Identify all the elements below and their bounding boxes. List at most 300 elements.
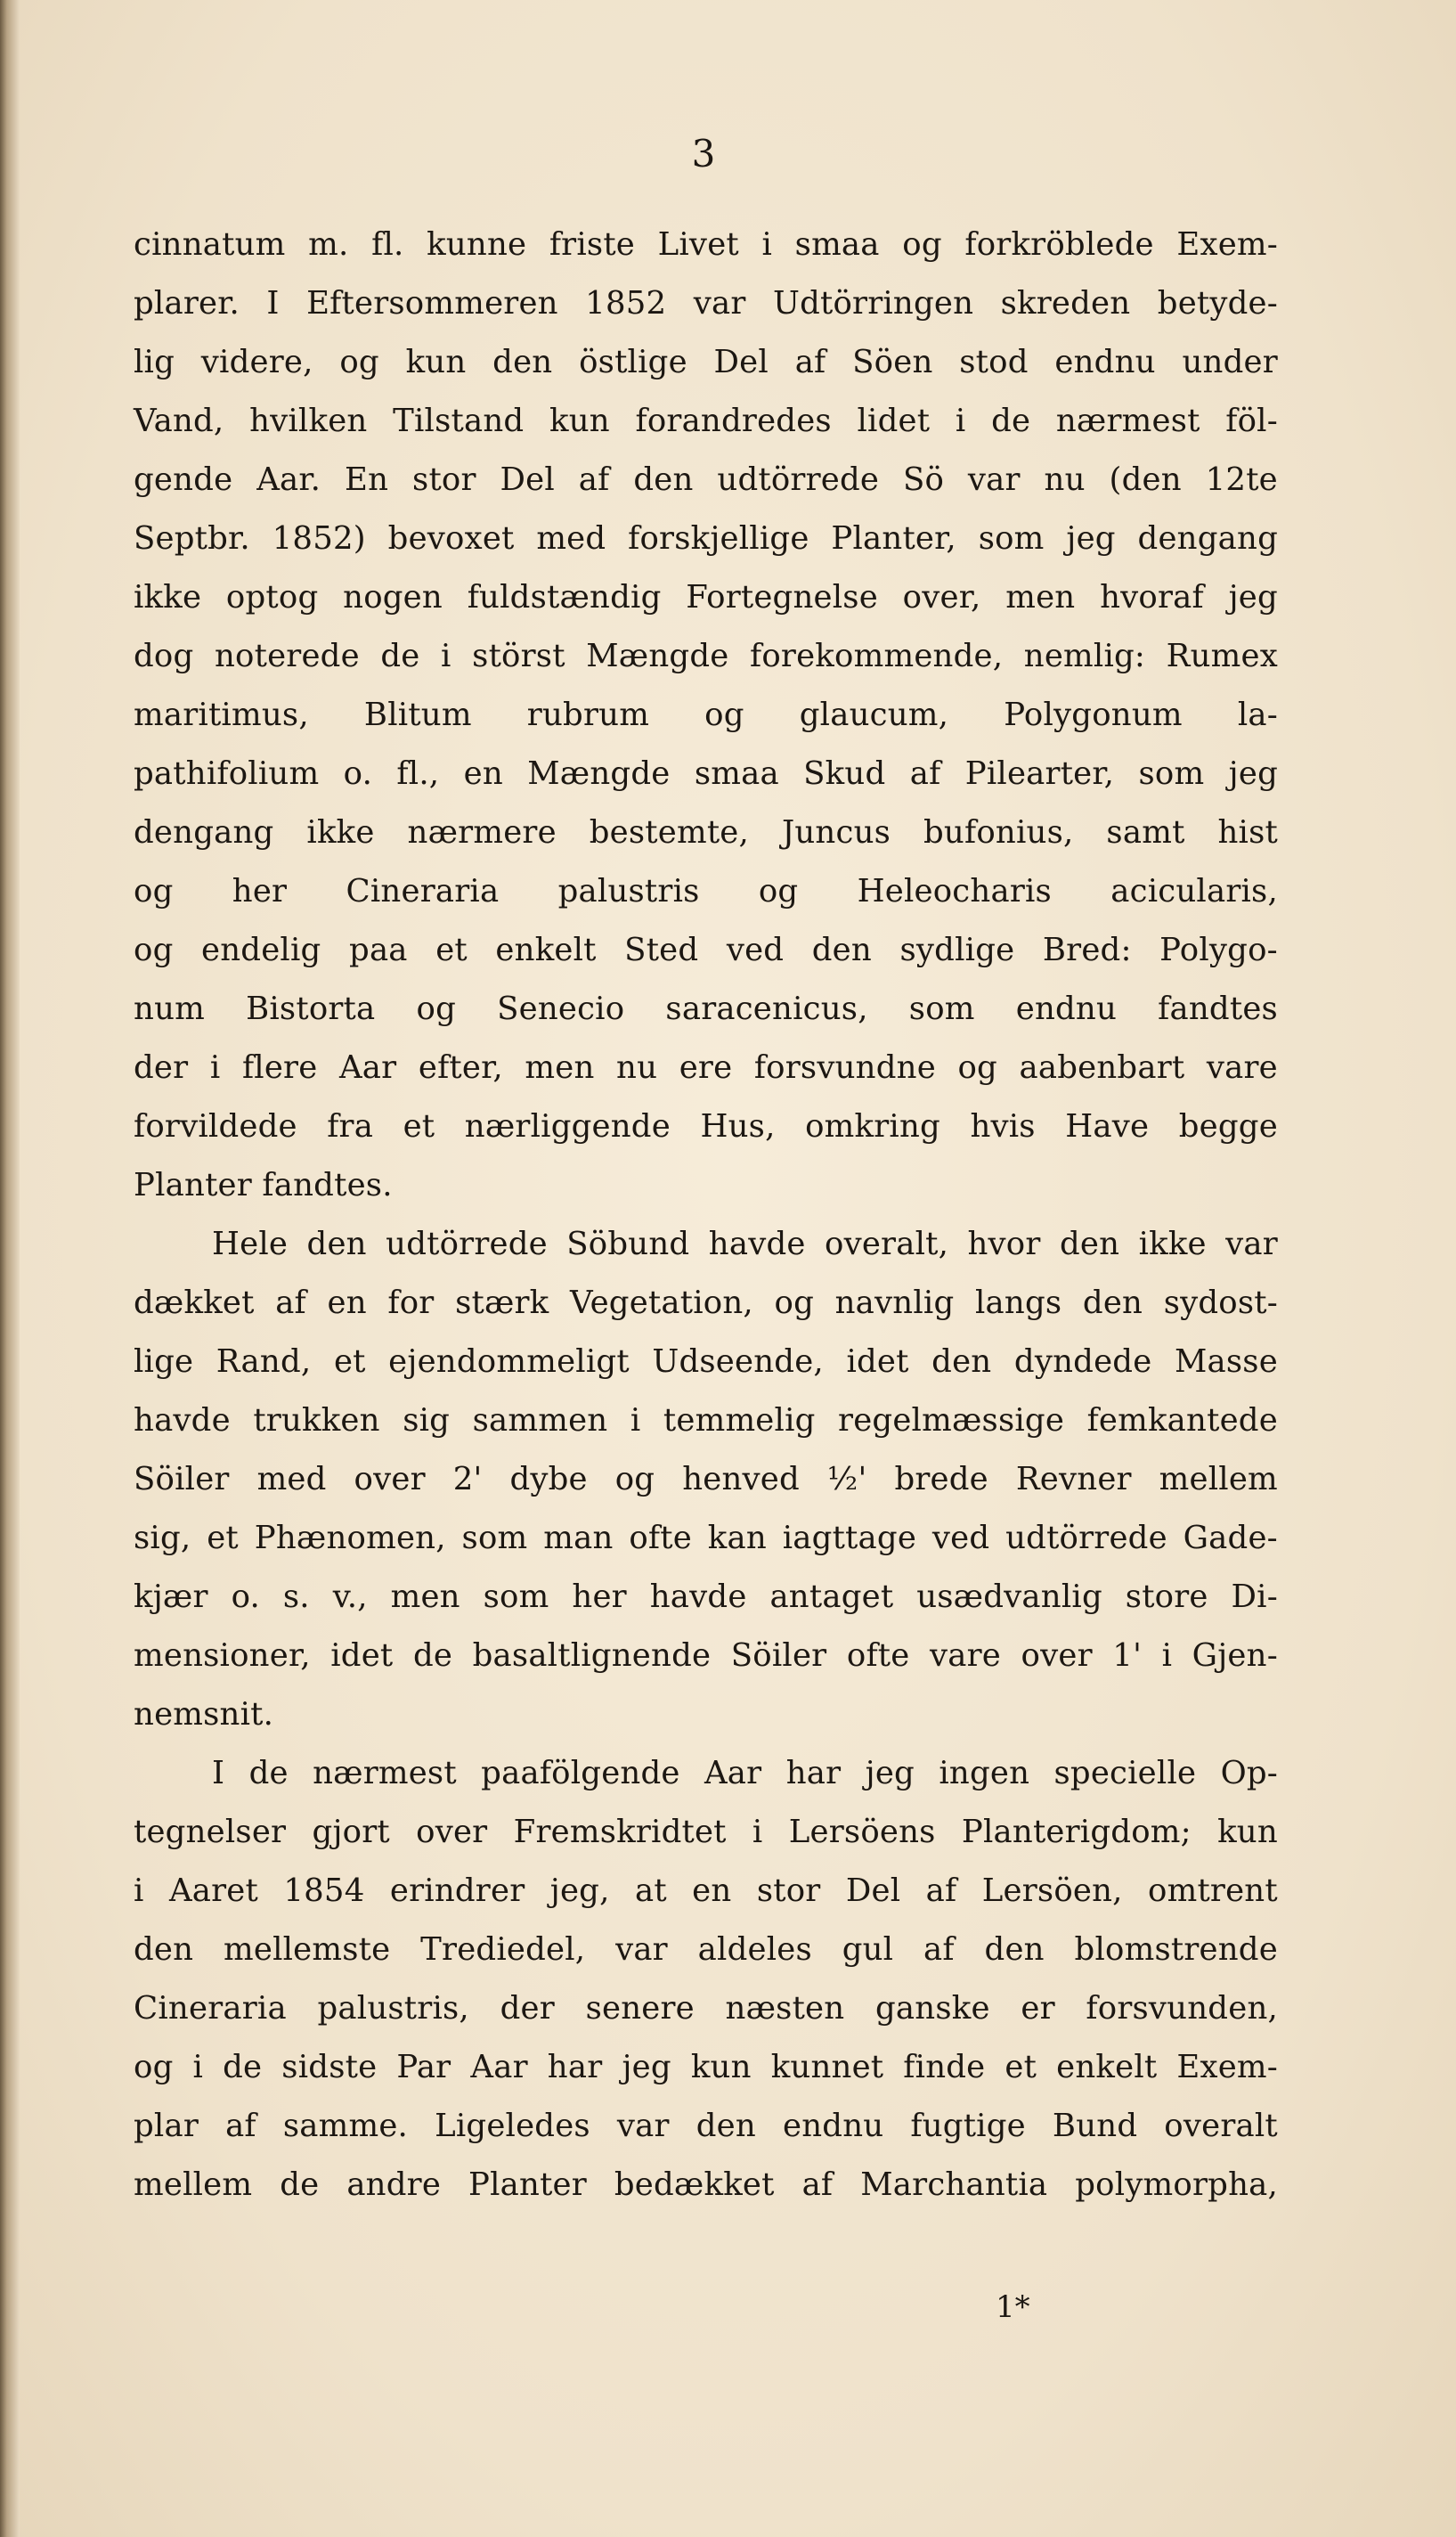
word: over, (902, 579, 981, 616)
word: Hus, (700, 1108, 776, 1145)
word: og (614, 1461, 655, 1497)
word: et (403, 1108, 435, 1145)
word: palustris, (317, 1990, 469, 2027)
word: fra (327, 1108, 374, 1145)
word: dog (134, 638, 194, 674)
word: et (1005, 2049, 1037, 2085)
word: af (275, 1285, 306, 1321)
word: Livet (657, 226, 739, 263)
word: sammen (472, 1402, 608, 1439)
word: paafölgende (481, 1755, 680, 1791)
word: bedækket (614, 2166, 775, 2203)
word: cinnatum (134, 226, 286, 263)
word: og (134, 932, 174, 968)
word: usædvanlig (916, 1578, 1102, 1615)
word: En (345, 461, 389, 498)
word: Trediedel, (420, 1931, 586, 1968)
word: 1' (1112, 1637, 1143, 1674)
word: acicularis, (1110, 873, 1278, 910)
word: kun (405, 344, 467, 380)
word: forsvunden, (1086, 1990, 1278, 2027)
word: v., (332, 1578, 368, 1615)
word: i (134, 1872, 144, 1909)
word: nogen (343, 579, 443, 616)
word: 1852) (272, 520, 366, 557)
word: den (134, 1931, 194, 1968)
word: stor (412, 461, 476, 498)
word: Söiler (134, 1461, 230, 1497)
word: en (463, 755, 503, 792)
word: i (209, 1049, 221, 1086)
word: var (967, 461, 1021, 498)
word: smaa (694, 755, 779, 792)
word: I (266, 285, 280, 322)
word: var (616, 2108, 670, 2144)
word: mellemste (224, 1931, 391, 1968)
word: Söbund (566, 1226, 690, 1262)
word: ikke (306, 814, 375, 851)
text-line (134, 568, 1278, 627)
word: Senecio (497, 991, 625, 1027)
word: friste (549, 226, 635, 263)
word: senere (585, 1990, 695, 2027)
word: vare (930, 1637, 1001, 1674)
word: kun (549, 403, 610, 439)
word: sig, (134, 1520, 191, 1556)
signature-mark: 1* (996, 2289, 1030, 2325)
word: kjær (134, 1578, 208, 1615)
word: og (339, 344, 379, 380)
word: Aar (338, 1049, 397, 1086)
word: saracenicus, (665, 991, 868, 1027)
word: Vegetation, (570, 1285, 753, 1321)
word: (den (1109, 461, 1182, 498)
word: ikke (134, 579, 202, 616)
word: sydlige (899, 932, 1015, 968)
word: i (752, 1814, 763, 1850)
word: num (134, 991, 205, 1027)
word: plarer. (134, 285, 240, 322)
word: af (578, 461, 610, 498)
text-line (134, 451, 1278, 510)
word: sig (403, 1402, 451, 1439)
word: ere (679, 1049, 733, 1086)
word: Phænomen, (254, 1520, 446, 1556)
word: noterede (214, 638, 360, 674)
word: endnu (1054, 344, 1156, 380)
word: östlige (579, 344, 687, 380)
word: forskjellige (628, 520, 809, 557)
word: store (1125, 1578, 1208, 1615)
word: kan (707, 1520, 767, 1556)
word: og (902, 226, 942, 263)
word: forandredes (635, 403, 832, 439)
word: efter, (418, 1049, 503, 1086)
text-line (134, 1685, 1278, 1744)
word: Planterigdom; (961, 1814, 1192, 1850)
word: femkantede (1086, 1402, 1278, 1439)
word: Planter (468, 2166, 587, 2203)
word: af (225, 2108, 256, 2144)
word: som (483, 1578, 549, 1615)
word: stærk (455, 1285, 549, 1321)
word: af (909, 755, 941, 792)
word: Heleocharis (857, 873, 1052, 910)
word: bevoxet (387, 520, 515, 557)
word: rubrum (526, 697, 650, 733)
text-line (134, 804, 1278, 862)
text-line (134, 1509, 1278, 1568)
word: hvis (970, 1108, 1036, 1145)
word: pathifolium (134, 755, 320, 792)
word: og (704, 697, 744, 733)
word: finde (903, 2049, 986, 2085)
word: dyndede (1013, 1343, 1152, 1380)
word: endnu (783, 2108, 884, 2144)
word: erindrer (389, 1872, 525, 1909)
word: for (387, 1285, 435, 1321)
word: basaltlignende (472, 1637, 712, 1674)
word: specielle (1053, 1755, 1197, 1791)
word: Söiler (730, 1637, 827, 1674)
word: havde (134, 1402, 231, 1439)
word: den (1059, 1226, 1120, 1262)
word: palustris (557, 873, 700, 910)
word: iagttage (782, 1520, 917, 1556)
word: m. (308, 226, 349, 263)
word: jeg (1228, 755, 1278, 792)
word: kun (1217, 1814, 1278, 1850)
word: langs (974, 1285, 1062, 1321)
word: de (412, 1637, 453, 1674)
word: aldeles (697, 1931, 812, 1968)
text-line (134, 2038, 1278, 2097)
word: i (630, 1402, 641, 1439)
text-line (134, 216, 1278, 274)
word: ingen (939, 1755, 1030, 1791)
word: 1852 (585, 285, 667, 322)
word: Par (396, 2049, 451, 2085)
word: plar (134, 2108, 199, 2144)
word: og (774, 1285, 814, 1321)
word: nærmest (313, 1755, 457, 1791)
word: fugtige (910, 2108, 1026, 2144)
text-line (134, 745, 1278, 804)
word: som (908, 991, 975, 1027)
word: gjort (312, 1814, 390, 1850)
word: nemlig: (1023, 638, 1146, 674)
word: nærliggende (464, 1108, 671, 1145)
word: udtörrede (717, 461, 880, 498)
text-line (134, 510, 1278, 568)
word: Septbr. (134, 520, 250, 557)
word: föl- (1225, 403, 1278, 439)
word: gul (842, 1931, 894, 1968)
word: der (500, 1990, 555, 2027)
word: de (380, 638, 420, 674)
word: i (441, 638, 451, 674)
word: hvoraf (1100, 579, 1204, 616)
word: et (435, 932, 468, 968)
word: Udseende, (652, 1343, 824, 1380)
word: den (306, 1226, 367, 1262)
word: af (801, 2166, 834, 2203)
word: og (134, 873, 174, 910)
word: har (785, 1755, 842, 1791)
word: bufonius, (923, 814, 1074, 851)
word: Planter, (831, 520, 956, 557)
text-line (134, 2156, 1278, 2215)
word: Sted (624, 932, 699, 968)
word: samme. (282, 2108, 409, 2144)
word: samt (1106, 814, 1185, 851)
word: over (416, 1814, 488, 1850)
word: aabenbart (1019, 1049, 1185, 1086)
text-line (134, 274, 1278, 333)
word: havde (649, 1578, 747, 1615)
text-line (134, 686, 1278, 745)
word: nu (1044, 461, 1086, 498)
word: Pilearter, (964, 755, 1115, 792)
word: Bistorta (246, 991, 376, 1027)
word: af (923, 1931, 955, 1968)
word: Polygo- (1159, 932, 1278, 968)
word: Lersöens (788, 1814, 936, 1850)
word: jeg (1228, 579, 1278, 616)
word: fl., (396, 755, 440, 792)
word: i (955, 403, 966, 439)
word: Bred: (1042, 932, 1132, 968)
word: hvilken (249, 403, 368, 439)
word: fandtes (1158, 991, 1278, 1027)
word: ikke (1138, 1226, 1207, 1262)
word: dybe (509, 1461, 588, 1497)
word: glaucum, (799, 697, 949, 733)
word: trukken (253, 1402, 380, 1439)
word: maritimus, (134, 697, 309, 733)
word: som (461, 1520, 528, 1556)
word: dengang (1137, 520, 1278, 557)
word: Hele (212, 1226, 289, 1262)
text-line (134, 921, 1278, 980)
text-line (134, 1744, 1278, 1803)
word: Juncus (781, 814, 891, 851)
word: og (134, 2049, 174, 2085)
text-line (134, 1039, 1278, 1097)
text-line (134, 333, 1278, 392)
word: de (248, 1755, 289, 1791)
word: jeg (622, 2049, 671, 2085)
word: er (1021, 1990, 1055, 2027)
text-line (134, 1156, 1278, 1215)
word: stod (959, 344, 1029, 380)
word: og (758, 873, 799, 910)
word: Aar (704, 1755, 762, 1791)
binding-edge (0, 0, 20, 2537)
word: ofte (629, 1520, 692, 1556)
word: Planter (134, 1167, 263, 1203)
word: var (1225, 1226, 1278, 1262)
word: den (695, 2108, 756, 2144)
text-line (134, 1862, 1278, 1921)
word: enkelt (1056, 2049, 1158, 2085)
word: Exem- (1176, 226, 1278, 263)
word: Rand, (216, 1343, 312, 1380)
word: betyde- (1157, 285, 1278, 322)
word: gende (134, 461, 233, 498)
word: et (333, 1343, 366, 1380)
word: Mængde (586, 638, 729, 674)
word: Di- (1231, 1578, 1278, 1615)
word: ofte (846, 1637, 910, 1674)
word: i (1161, 1637, 1173, 1674)
word: næsten (725, 1990, 845, 2027)
text-line (134, 1215, 1278, 1274)
word: Tilstand (393, 403, 525, 439)
word: havde (708, 1226, 806, 1262)
word: kunnet (770, 2049, 884, 2085)
word: lidet (857, 403, 931, 439)
word: vare (1206, 1049, 1278, 1086)
word: jeg (865, 1755, 915, 1791)
word: under (1182, 344, 1278, 380)
word: endelig (201, 932, 321, 968)
word: nemsnit. (134, 1696, 274, 1733)
word: Gjen- (1192, 1637, 1278, 1674)
word: var (615, 1931, 668, 1968)
word: overalt, (825, 1226, 949, 1262)
word: 1854 (283, 1872, 365, 1909)
word: ved (726, 932, 785, 968)
word: hvor (967, 1226, 1041, 1262)
word: Aar. (256, 461, 321, 498)
word: den (1082, 1285, 1143, 1321)
word: et (207, 1520, 239, 1556)
word: ganske (874, 1990, 990, 2027)
word: tegnelser (134, 1814, 287, 1850)
word: har (547, 2049, 603, 2085)
word: forvildede (134, 1108, 297, 1145)
word: bestemte, (589, 814, 749, 851)
word: nærmest (1055, 403, 1200, 439)
word: overalt (1164, 2108, 1278, 2144)
word: endnu (1015, 991, 1118, 1027)
word: forkröblede (964, 226, 1154, 263)
text-line (134, 1274, 1278, 1333)
text-line (134, 2097, 1278, 2156)
word: men (390, 1578, 460, 1615)
word: over (354, 1461, 426, 1497)
word: navnlig (834, 1285, 955, 1321)
word: I (212, 1755, 225, 1791)
word: Revner (1015, 1461, 1132, 1497)
word: der (134, 1049, 189, 1086)
text-line (134, 627, 1278, 686)
word: mellem (134, 2166, 253, 2203)
word: fandtes. (262, 1167, 393, 1203)
word: henved (682, 1461, 800, 1497)
word: de (991, 403, 1031, 439)
word: en (327, 1285, 367, 1321)
word: nu (616, 1049, 658, 1086)
word: Udtörringen (772, 285, 974, 322)
word: Del (500, 461, 555, 498)
word: af (925, 1872, 957, 1909)
word: sydost- (1163, 1285, 1278, 1321)
word: over (1021, 1637, 1093, 1674)
word: begge (1178, 1108, 1278, 1145)
word: den (811, 932, 872, 968)
word: omkring (805, 1108, 940, 1145)
word: som (1138, 755, 1205, 792)
word: andre (346, 2166, 442, 2203)
word: som (978, 520, 1045, 557)
word: ved (931, 1520, 990, 1556)
word: den (931, 1343, 992, 1380)
word: fl. (371, 226, 404, 263)
word: fuldstændig (467, 579, 662, 616)
word: Bund (1052, 2108, 1138, 2144)
word: ½' (826, 1461, 867, 1497)
word: s. (282, 1578, 310, 1615)
word: Have (1065, 1108, 1150, 1145)
word: jeg, (549, 1872, 610, 1909)
word: at (634, 1872, 667, 1909)
word: udtörrede (1005, 1520, 1167, 1556)
word: sidste (281, 2049, 378, 2085)
word: de (280, 2166, 320, 2203)
text-line (134, 980, 1278, 1039)
word: Cineraria (346, 873, 500, 910)
word: Del (713, 344, 769, 380)
word: skreden (1000, 285, 1131, 322)
word: Gade- (1183, 1520, 1278, 1556)
word: Marchantia (860, 2166, 1048, 2203)
word: Aaret (168, 1872, 258, 1909)
word: her (572, 1578, 627, 1615)
word: udtörrede (386, 1226, 548, 1262)
word: Mængde (527, 755, 671, 792)
word: polymorpha, (1075, 2166, 1278, 2203)
word: dengang (134, 814, 274, 851)
word: mellem (1159, 1461, 1278, 1497)
text-line (134, 1450, 1278, 1509)
word: o. (343, 755, 373, 792)
word: Polygonum (1004, 697, 1183, 733)
text-line (134, 1097, 1278, 1156)
word: videre, (200, 344, 313, 380)
word: ejendommeligt (388, 1343, 630, 1380)
word: nærmere (407, 814, 557, 851)
text-line (134, 862, 1278, 921)
text-line (134, 1333, 1278, 1391)
word: paa (349, 932, 408, 968)
word: forsvundne (753, 1049, 936, 1086)
word: men (525, 1049, 595, 1086)
word: Aar (470, 2049, 528, 2085)
text-line (134, 392, 1278, 451)
word: i (192, 2049, 204, 2085)
word: omtrent (1148, 1872, 1278, 1909)
word: mensioner, (134, 1637, 311, 1674)
word: var (693, 285, 746, 322)
word: Fortegnelse (686, 579, 878, 616)
word: 12te (1205, 461, 1278, 498)
word: antaget (769, 1578, 894, 1615)
word: Vand, (134, 403, 224, 439)
word: idet (846, 1343, 909, 1380)
word: her (232, 873, 288, 910)
